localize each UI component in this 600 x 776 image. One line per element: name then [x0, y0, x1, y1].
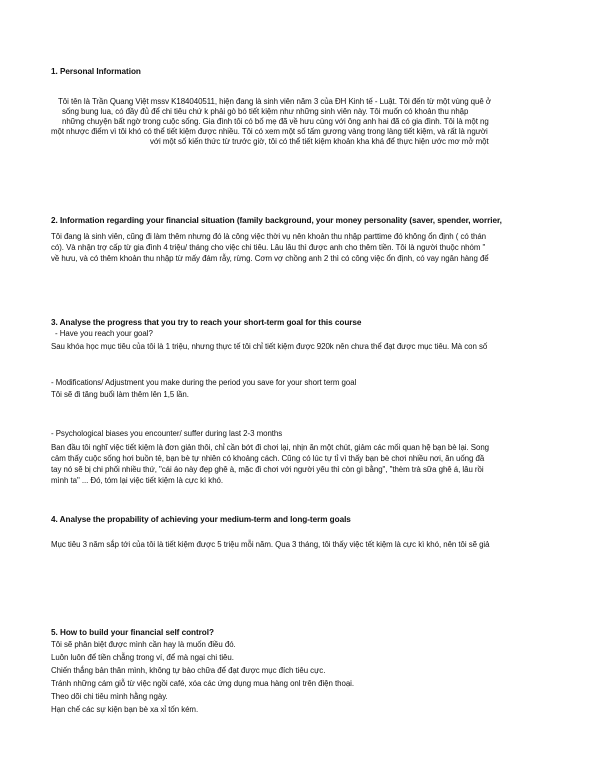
- section3-heading: 3. Analyse the progress that you try to reach your short-term goal for this course: [51, 318, 362, 327]
- section2-line: Tôi đang là sinh viên, cũng đi làm thêm nhưng đó là công việc thời vụ nên khoản thu nhập parttime đó không ổn định ( có thán: [51, 232, 487, 241]
- section1-heading: 1. Personal Information: [51, 67, 141, 76]
- section1-line: sống bung lua, có đầy đủ để chi tiêu chứ k phải gò bó tiết kiệm như những sinh viên này. Tôi muốn có khoản thu nhập: [62, 107, 469, 116]
- section2-line: có). Và nhận trợ cấp từ gia đình 4 triệu/ tháng cho việc chi tiêu. Lâu lâu thì được anh cho thêm tiền. Tôi là người thuộc nhóm ": [51, 243, 486, 252]
- section3-answer-adjustment: Tôi sẽ đi tăng buổi làm thêm lên 1,5 lần.: [51, 390, 189, 399]
- section1-line: một nhược điểm vì tôi khó có thể tiết kiệm được nhiều. Tôi có xem một số tấm gương vàng trong làng tiết kiệm, và rất là người: [51, 127, 488, 136]
- section3-answer-biases-line: Ban đầu tôi nghĩ việc tiết kiệm là đơn giản thôi, chỉ cần bớt đi chơi lại, nhịn ăn một chút, giảm các mối quan hệ bạn bè lại. Song: [51, 443, 490, 452]
- section2-heading: 2. Information regarding your financial situation (family background, your money personality (saver, spender, worrier,: [51, 216, 502, 225]
- section1-line: những chuyện bất ngờ trong cuộc sống. Gia đình tôi có bố mẹ đã về hưu cùng với ông anh hai đã có gia đình. Tôi là một ng: [62, 117, 489, 126]
- section5-line: Tránh những cám giỗ từ việc ngồi café, xóa các ứng dụng mua hàng onl trên điện thoại.: [51, 679, 355, 688]
- section3-answer-goal: Sau khóa học mục tiêu của tôi là 1 triệu, nhưng thực tế tôi chỉ tiết kiệm được 920k nên chưa thể đạt được mục tiêu. Mà con số: [51, 342, 488, 351]
- section5-line: Theo dõi chi tiêu mình hằng ngày.: [51, 692, 168, 701]
- section3-question-biases: - Psychological biases you encounter/ suffer during last 2-3 months: [51, 429, 283, 438]
- section5-line: Hạn chế các sự kiện bạn bè xa xỉ tốn kém.: [51, 705, 199, 714]
- section3-answer-biases-line: cảm thấy cuộc sống hơi buồn tẻ, bạn bè tự nhiên có khoảng cách. Cũng có lúc tự tỉ vì thấy bạn bè chơi nhiều nơi, ăn uống đầ: [51, 454, 485, 463]
- section5-heading: 5. How to build your financial self control?: [51, 628, 214, 637]
- section1-line: Tôi tên là Trần Quang Việt mssv K184040511, hiện đang là sinh viên năm 3 của ĐH Kinh tế - Luật. Tôi đến từ một vùng quê ở: [58, 97, 491, 106]
- section5-line: Chiến thắng bản thân mình, không tự bào chữa để đạt được mục đích tiêu cực.: [51, 666, 326, 675]
- section3-answer-biases-line: tay nó sẽ bị chi phối nhiều thứ, "cái áo này đẹp ghê à, mặc đi chơi với người yêu thì còn gì bằng", "thèm trà sữa ghê á, lâu rồi: [51, 465, 484, 474]
- section3-answer-biases-line: mình ta" ... Đó, tóm lại việc tiết kiệm là cực kì khó.: [51, 476, 224, 485]
- section2-line: về hưu, và có thêm khoản thu nhập từ mấy đám rẫy, rừng. Cơm vợ chồng anh 2 thì có công việc ổn định, có vay ngân hàng để: [51, 254, 489, 263]
- section3-question-adjustment: - Modifications/ Adjustment you make during the period you save for your short term goal: [51, 378, 357, 387]
- section1-line: với một số kiến thức từ trước giờ, tôi có thể tiết kiệm khoản kha khá để thực hiện ước mơ mở một: [150, 137, 489, 146]
- section3-question-goal: - Have you reach your goal?: [55, 329, 153, 338]
- section4-line: Mục tiêu 3 năm sắp tới của tôi là tiết kiệm được 5 triệu mỗi năm. Qua 3 tháng, tôi thấy việc tết kiệm là cực kì khó, nên tôi sẽ giả: [51, 540, 490, 549]
- section5-line: Luôn luôn để tiền chẵng trong ví, để mà ngại chi tiêu.: [51, 653, 234, 662]
- section4-heading: 4. Analyse the propability of achieving your medium-term and long-term goals: [51, 515, 351, 524]
- section5-line: Tôi sẽ phân biệt được mình cần hay là muốn điều đó.: [51, 640, 236, 649]
